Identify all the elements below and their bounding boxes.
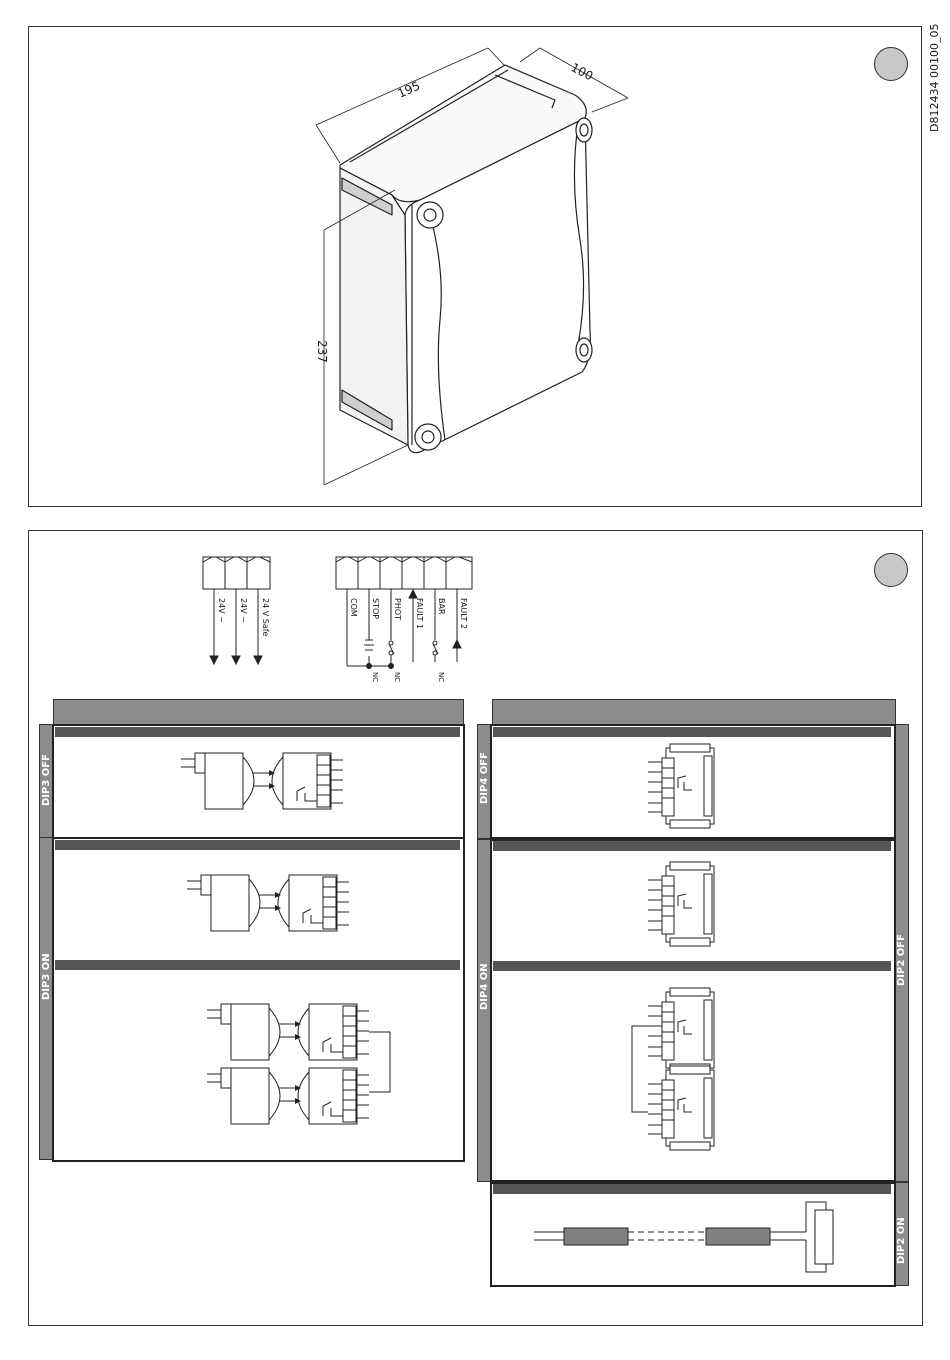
dimension-depth: 100 xyxy=(568,60,596,84)
document-code: D812434 00100_05 xyxy=(928,23,941,132)
terminal-label-24v-2: 24V ~ xyxy=(239,598,248,623)
label-dip3-on: DIP3 ON xyxy=(41,953,52,1000)
terminal-label-24v-safe: 24 V Safe xyxy=(261,598,270,637)
terminal-label-com: COM xyxy=(349,598,358,617)
contact-label-nc-1: NC xyxy=(371,672,379,683)
dimension-height: 237 xyxy=(315,340,329,363)
label-dip3-off: DIP3 OFF xyxy=(41,754,52,806)
contact-label-nc-3: NC xyxy=(437,672,445,683)
terminal-label-fault1: FAULT 1 xyxy=(415,598,424,630)
contact-label-nc-2: NC xyxy=(393,672,401,683)
dimension-width: 195 xyxy=(395,78,423,101)
label-dip2-off: DIP2 OFF xyxy=(896,934,907,986)
label-dip2-on: DIP2 ON xyxy=(896,1217,907,1264)
label-dip4-off: DIP4 OFF xyxy=(479,752,490,804)
terminal-label-bar: BAR xyxy=(437,598,446,615)
label-dip4-on: DIP4 ON xyxy=(479,963,490,1010)
terminal-label-fault2: FAULT 2 xyxy=(459,598,468,630)
terminal-label-24v-1: 24V ~ xyxy=(217,598,226,623)
terminal-label-phot: PHOT xyxy=(393,598,402,621)
terminal-label-stop: STOP xyxy=(371,598,380,620)
